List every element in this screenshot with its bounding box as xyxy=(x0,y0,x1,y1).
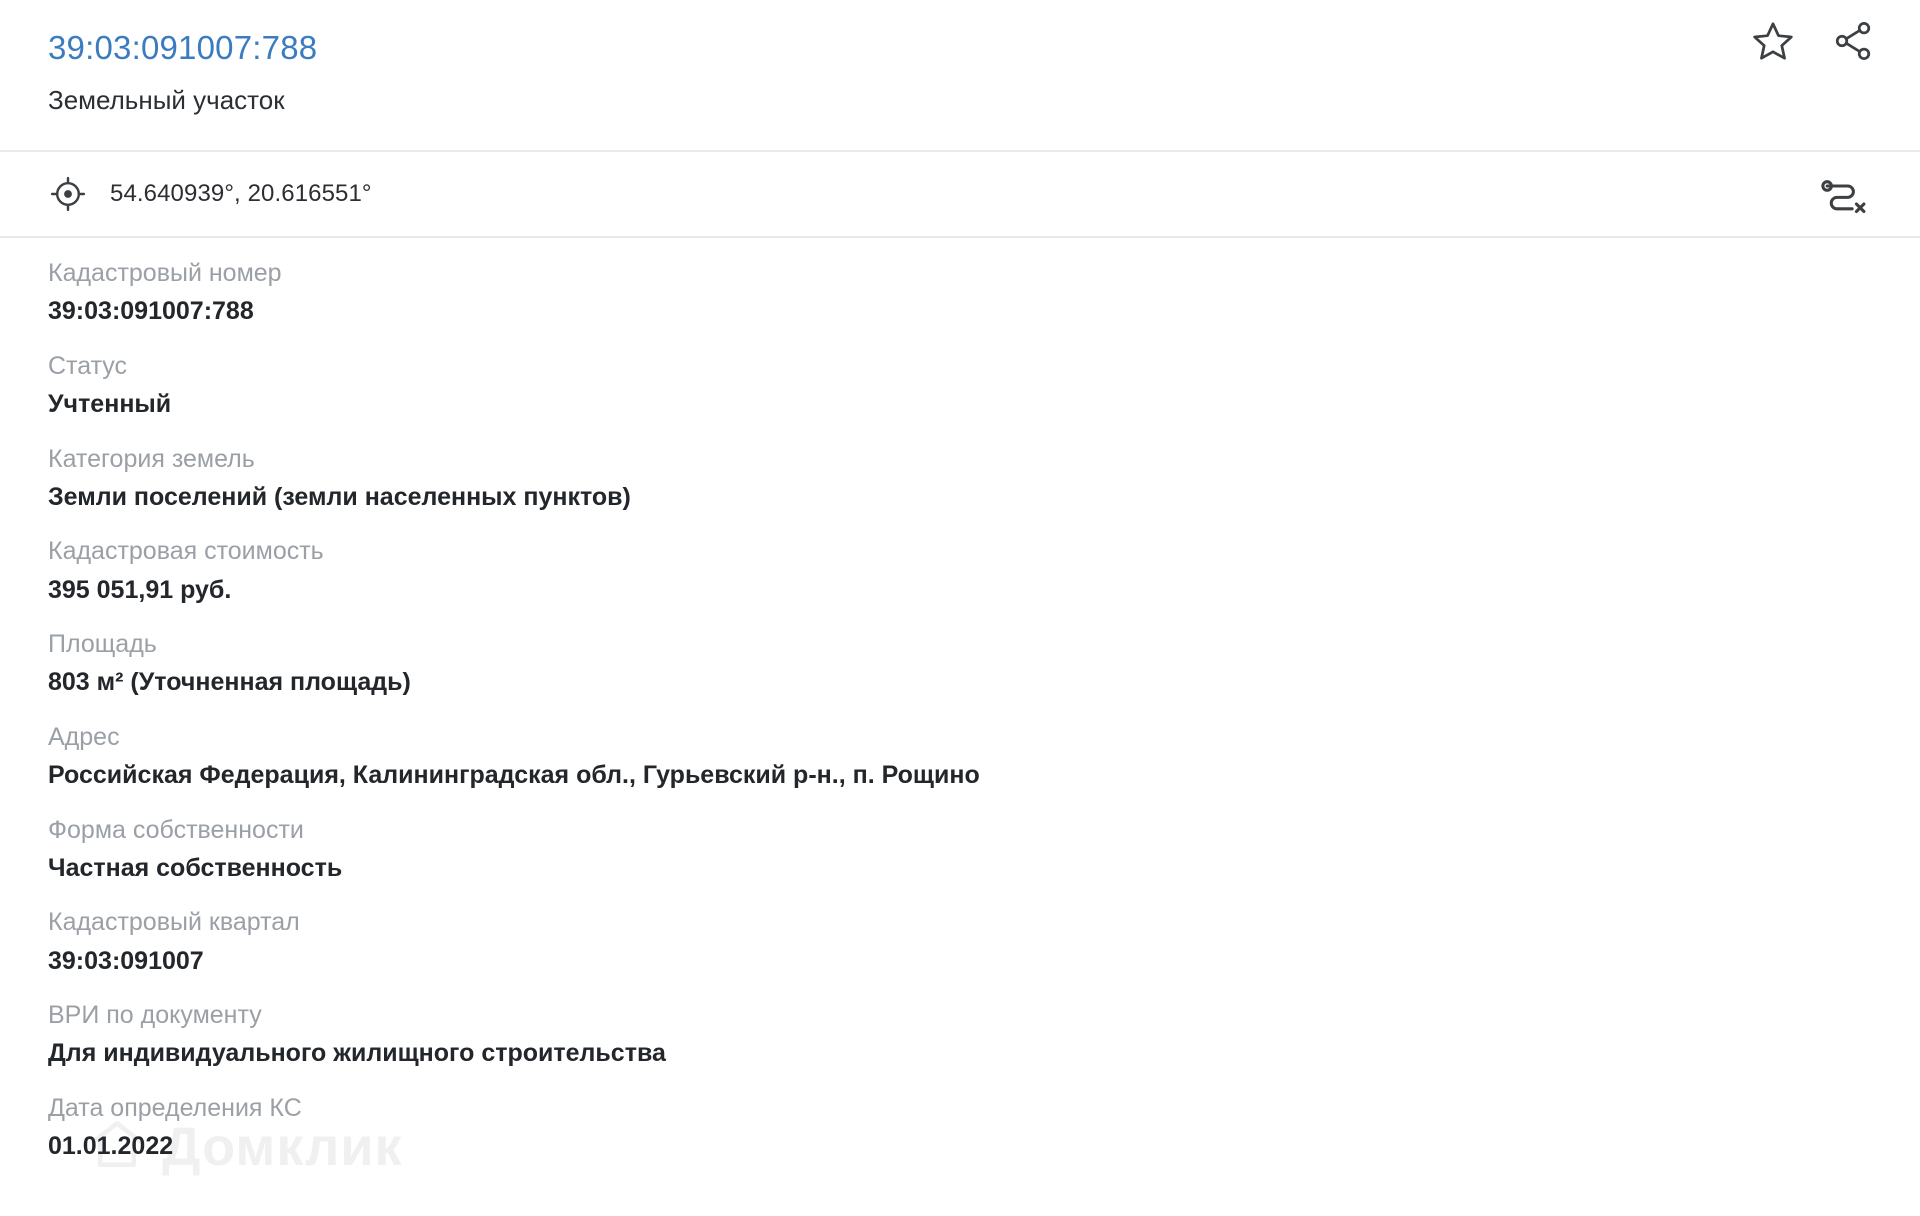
property-label: Площадь xyxy=(48,630,157,658)
property-item xyxy=(48,444,1872,514)
property-value: 01.01.2022 xyxy=(48,1132,174,1160)
property-value: Для индивидуального жилищного строительства xyxy=(48,1039,666,1068)
cadastral-number-link[interactable]: 39:03:091007:788 xyxy=(48,29,318,66)
property-value: Частная собственность xyxy=(48,853,343,882)
header-actions xyxy=(1750,18,1876,64)
coordinates-value[interactable]: 54.640939°, 20.616551° xyxy=(110,180,372,207)
coordinates-row xyxy=(0,152,1920,238)
property-label: Адрес xyxy=(48,722,120,751)
property-label: Кадастровый номер xyxy=(48,259,282,287)
property-label: Категория земель xyxy=(48,444,255,473)
property-label: Кадастровый квартал xyxy=(48,908,300,937)
properties-list xyxy=(0,238,1920,1163)
share-icon[interactable] xyxy=(1830,18,1876,64)
property-value: 395 051,91 руб. xyxy=(48,575,232,604)
card-header xyxy=(0,0,1920,152)
property-item xyxy=(48,258,1872,328)
watermark-text: Домклик xyxy=(162,1116,403,1177)
property-item xyxy=(48,1000,1872,1070)
route-cancel-icon[interactable] xyxy=(1818,170,1872,218)
property-item xyxy=(48,536,1872,606)
property-label: Статус xyxy=(48,351,128,380)
property-value: Земли поселений (земли населенных пунктов) xyxy=(48,482,631,511)
property-value: 39:03:091007 xyxy=(48,946,204,975)
target-icon xyxy=(48,174,88,214)
property-value: Российская Федерация, Калининградская обл., Гурьевский р-н., п. Рощино xyxy=(48,761,980,789)
property-item xyxy=(48,351,1872,421)
property-value: 803 м² (Уточненная площадь) xyxy=(48,668,411,697)
star-icon[interactable] xyxy=(1750,18,1796,64)
property-item xyxy=(48,1093,1872,1163)
property-item xyxy=(48,629,1872,699)
property-label: Дата определения КС xyxy=(48,1093,302,1122)
property-item xyxy=(48,722,1872,792)
property-value: Учтенный xyxy=(48,390,172,418)
property-label: Форма собственности xyxy=(48,815,304,844)
property-label: ВРИ по документу xyxy=(48,1001,262,1029)
property-item xyxy=(48,907,1872,977)
property-item xyxy=(48,815,1872,885)
property-label: Кадастровая стоимость xyxy=(48,537,324,566)
object-type-label: Земельный участок xyxy=(48,84,285,115)
property-value: 39:03:091007:788 xyxy=(48,297,254,326)
